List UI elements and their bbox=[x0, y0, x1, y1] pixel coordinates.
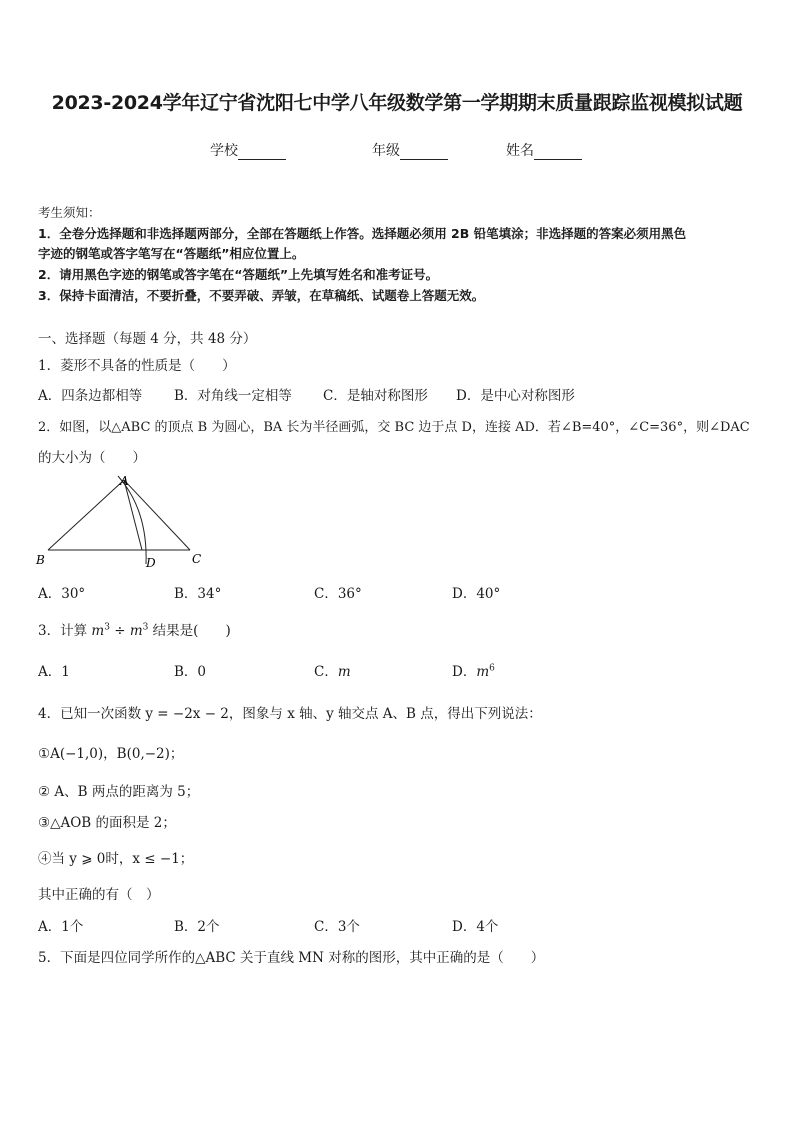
label-d: D bbox=[146, 556, 156, 570]
q1-option-c: C．是轴对称图形 bbox=[323, 388, 428, 404]
segment-ad bbox=[124, 480, 142, 550]
q3-option-b: B．0 bbox=[174, 664, 207, 680]
q5-stem: 5．下面是四位同学所作的△ABC 关于直线 MN 对称的图形，其中正确的是（ ） bbox=[38, 950, 545, 966]
notice-item-1: 1．全卷分选择题和非选择题两部分，全部在答题纸上作答。选择题必须用 2B 铅笔填涂；非选择题的答案必须用黑色 bbox=[38, 226, 687, 241]
grade-field bbox=[372, 140, 448, 160]
q2-option-d: D．40° bbox=[452, 586, 501, 602]
q4-option-d: D．4个 bbox=[452, 919, 499, 935]
notice-item-2: 2．请用黑色字迹的钢笔或答字笔在“答题纸”上先填写姓名和准考证号。 bbox=[38, 267, 439, 282]
school-field bbox=[210, 140, 286, 160]
q3-option-d-m: m bbox=[476, 664, 490, 680]
q3-m2: m bbox=[129, 623, 143, 639]
q3-option-d-label: D． bbox=[452, 664, 477, 680]
q3-stem-suffix: 结果是( ) bbox=[148, 623, 231, 639]
q3-option-c-label: C． bbox=[314, 664, 338, 680]
q1-option-b: B．对角线一定相等 bbox=[174, 388, 292, 404]
q3-stem bbox=[38, 619, 231, 639]
q3-stem-prefix: 3．计算 bbox=[38, 623, 92, 639]
notice-item-3: 3．保持卡面清洁，不要折叠，不要弄破、弄皱，在草稿纸、试题卷上答题无效。 bbox=[38, 288, 485, 303]
school-label: 学校 bbox=[210, 143, 238, 159]
q2-option-c: C．36° bbox=[314, 586, 362, 602]
label-c: C bbox=[192, 552, 202, 566]
q3-option-d-exp: 6 bbox=[489, 663, 495, 674]
segment-ba bbox=[48, 480, 124, 550]
label-a: A bbox=[120, 474, 129, 488]
q4-statement-1: ①A(−1,0)，B(0,−2)； bbox=[38, 746, 184, 762]
q2-stem-line1: 2．如图，以△ABC 的顶点 B 为圆心，BA 长为半径画弧，交 BC 边于点 D，连接 AD．若∠B=40°，∠C=36°，则∠DAC bbox=[38, 420, 750, 435]
q3-m1: m bbox=[91, 623, 105, 639]
grade-label: 年级 bbox=[372, 143, 400, 159]
section-heading: 一、选择题（每题 4 分，共 48 分） bbox=[38, 331, 257, 347]
q4-option-c: C．3个 bbox=[314, 919, 360, 935]
name-blank bbox=[534, 145, 582, 160]
q2-option-b: B．34° bbox=[174, 586, 222, 602]
q3-option-c bbox=[314, 660, 351, 680]
page-title: 2023-2024学年辽宁省沈阳七中学八年级数学第一学期期末质量跟踪监视模拟试题 bbox=[51, 92, 743, 114]
q4-option-a: A．1个 bbox=[38, 919, 84, 935]
q2-triangle-figure bbox=[30, 470, 220, 575]
label-b: B bbox=[36, 553, 45, 567]
notice-item-1-cont: 字迹的钢笔或答字笔写在“答题纸”相应位置上。 bbox=[38, 246, 305, 261]
q4-statement-4: ④当 y ⩾ 0时，x ≤ −1； bbox=[38, 851, 194, 867]
notice-heading: 考生须知： bbox=[38, 205, 101, 220]
name-label: 姓名 bbox=[506, 143, 534, 159]
q4-statement-3: ③△AOB 的面积是 2； bbox=[38, 815, 176, 831]
q3-option-c-m: m bbox=[337, 664, 351, 680]
q4-statement-2: ② A、B 两点的距离为 5； bbox=[38, 784, 200, 800]
q4-option-b: B．2个 bbox=[174, 919, 220, 935]
q2-option-a: A．30° bbox=[38, 586, 86, 602]
name-field bbox=[506, 140, 582, 160]
q1-option-a: A．四条边都相等 bbox=[38, 388, 143, 404]
q1-option-d: D．是中心对称图形 bbox=[456, 388, 575, 404]
q3-option-a: A．1 bbox=[38, 664, 70, 680]
q4-question: 其中正确的有（ ） bbox=[38, 887, 160, 903]
q1-stem: 1．菱形不具备的性质是（ ） bbox=[38, 358, 236, 374]
q2-stem-line2: 的大小为（ ） bbox=[38, 450, 146, 466]
q3-divide: ÷ bbox=[109, 623, 130, 639]
q3-exp2: 3 bbox=[142, 622, 149, 633]
grade-blank bbox=[400, 145, 448, 160]
q4-stem: 4．已知一次函数 y = −2x − 2，图象与 x 轴、y 轴交点 A、B 点，得出下列说法： bbox=[38, 706, 542, 722]
segment-ac bbox=[124, 480, 190, 550]
q3-exp1: 3 bbox=[104, 622, 110, 633]
q3-option-d bbox=[452, 660, 495, 680]
school-blank bbox=[238, 145, 286, 160]
